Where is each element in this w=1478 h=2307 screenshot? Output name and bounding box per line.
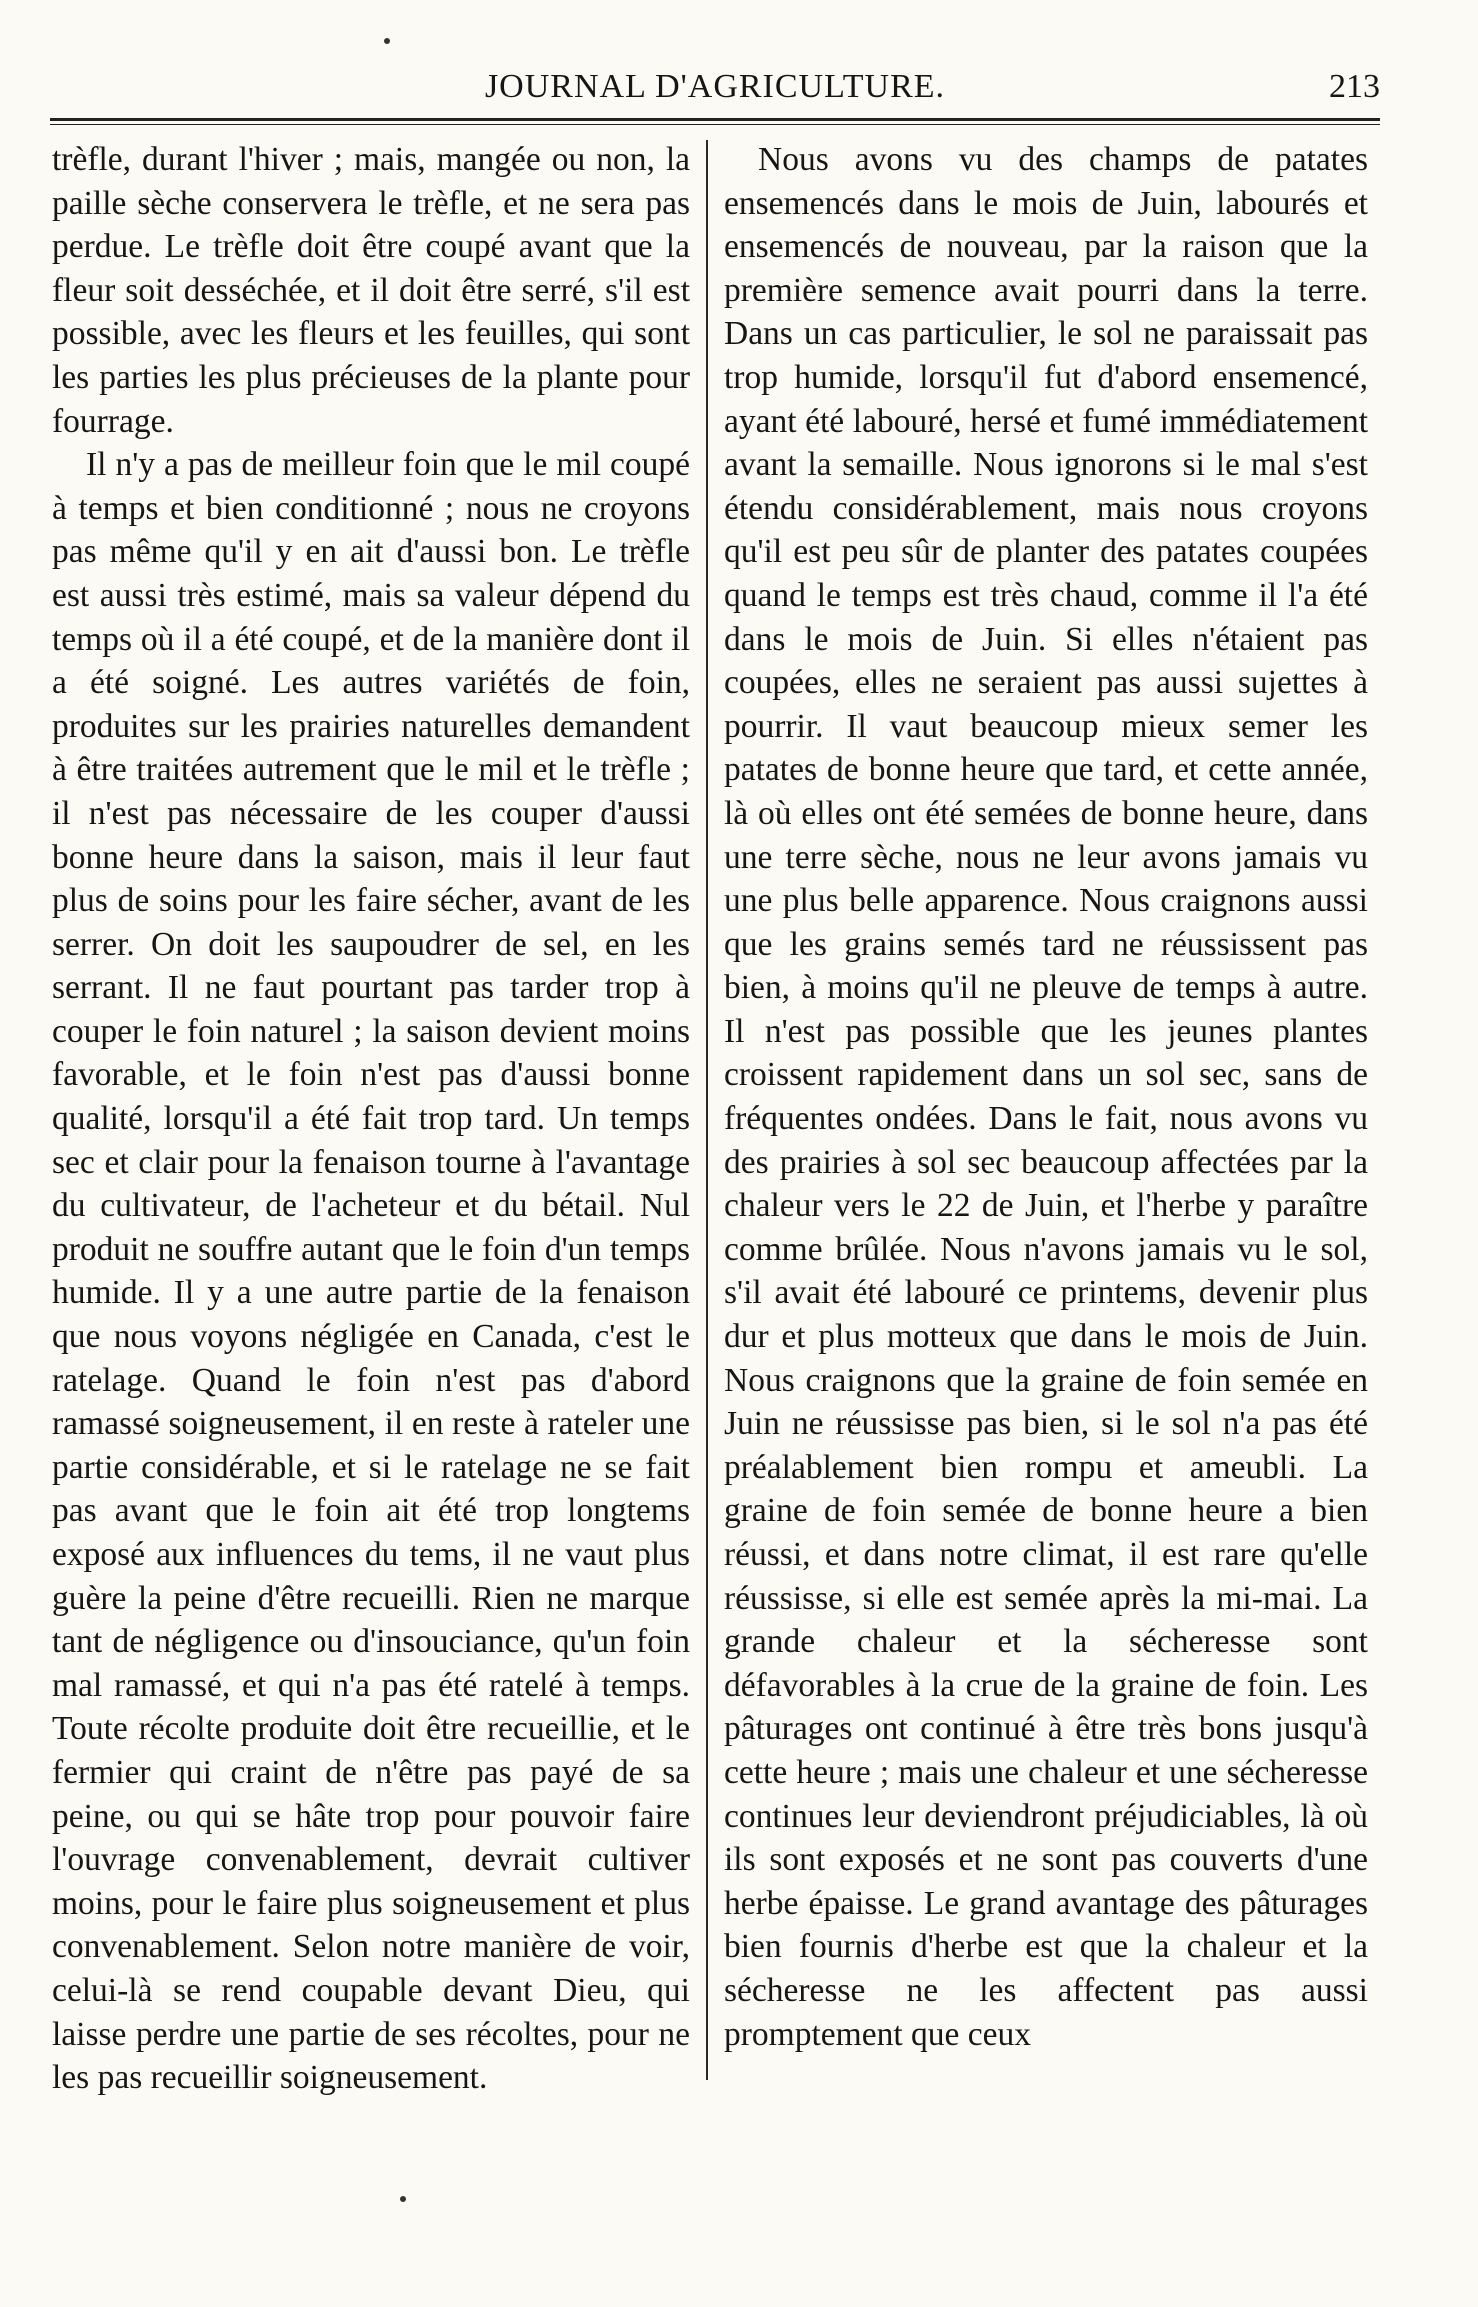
page-number: 213	[1329, 68, 1380, 105]
right-paragraph-1: Nous avons vu des champs de patates ensemencés dans le mois de Juin, labourés et ensemencés de nouveau, par la raison que la première semence avait pourri dans la terre. Dans un cas particulier, le sol ne paraissait pas trop humide, lorsqu'il fut d'abord ensemencé, ayant été labouré, hersé et fumé immédiatement avant la semaille. Nous ignorons si le mal s'est étendu considérablement, mais nous croyons qu'il est peu sûr de planter des patates coupées quand le temps est très chaud, comme il l'a été dans le mois de Juin. Si elles n'étaient pas coupées, elles ne seraient pas aussi sujettes à pourrir. Il vaut beaucoup mieux semer les patates de bonne heure que tard, et cette année, là où elles ont été semées de bonne heure, dans une terre sèche, nous ne leur avons jamais vu une plus belle apparence. Nous craignons aussi que les grains semés tard ne réussissent pas bien, à moins qu'il ne pleuve de temps à autre. Il n'est pas possible que les jeunes plantes croissent rapidement dans un sol sec, sans de fréquentes ondées. Dans le fait, nous avons vu des prairies à sol sec beaucoup affectées par la chaleur vers le 22 de Juin, et l'herbe y paraître comme brûlée. Nous n'avons jamais vu le sol, s'il avait été labouré ce printems, devenir plus dur et plus motteux que dans le mois de Juin. Nous craignons que la graine de foin semée en Juin ne réussisse pas bien, si le sol n'a pas été préalablement bien rompu et ameubli. La graine de foin semée de bonne heure a bien réussi, et dans notre climat, il est rare qu'elle réussisse, si elle est semée après la mi-mai. La grande chaleur et la sécheresse sont défavorables à la crue de la graine de foin. Les pâturages ont continué à être très bons jusqu'à cette heure ; mais une chaleur et une sécheresse continues leur deviendront préjudiciables, là où ils sont exposés et ne sont pas couverts d'une herbe épaisse. Le grand avantage des pâturages bien fournis d'herbe est que la chaleur et la sécheresse ne les affectent pas aussi promptement que ceux	[724, 141, 1368, 2053]
print-speck	[384, 38, 390, 44]
header-rule-thick	[50, 118, 1380, 121]
left-column	[52, 138, 690, 2100]
header-rule-thin	[50, 124, 1380, 125]
print-speck	[400, 2196, 406, 2202]
left-paragraph-2: Il n'y a pas de meilleur foin que le mil coupé à temps et bien conditionné ; nous ne croyons pas même qu'il y en ait d'aussi bon. Le trèfle est aussi très estimé, mais sa valeur dépend du temps où il a été coupé, et de la manière dont il a été soigné. Les autres variétés de foin, produites sur les prairies naturelles demandent à être traitées autrement que le mil et le trèfle ; il n'est pas nécessaire de les couper d'aussi bonne heure dans la saison, mais il leur faut plus de soins pour les faire sécher, avant de les serrer. On doit les saupoudrer de sel, en les serrant. Il ne faut pourtant pas tarder trop à couper le foin naturel ; la saison devient moins favorable, et le foin n'est pas d'aussi bonne qualité, lorsqu'il a été fait trop tard. Un temps sec et clair pour la fenaison tourne à l'avantage du cultivateur, de l'acheteur et du bétail. Nul produit ne souffre autant que le foin d'un temps humide. Il y a une autre partie de la fenaison que nous voyons négligée en Canada, c'est le ratelage. Quand le foin n'est pas d'abord ramassé soigneusement, il en reste à rateler une partie considérable, et si le ratelage ne se fait pas avant que le foin ait été trop longtems exposé aux influences du tems, il ne vaut plus guère la peine d'être recueilli. Rien ne marque tant de négligence ou d'insouciance, qu'un foin mal ramassé, et qui n'a pas été ratelé à temps. Toute récolte produite doit être recueillie, et le fermier qui craint de n'être pas payé de sa peine, ou qui se hâte trop pour pouvoir faire l'ouvrage convenablement, devrait cultiver moins, pour le faire plus soigneusement et plus convenablement. Selon notre manière de voir, celui-là se rend coupable devant Dieu, qui laisse perdre une partie de ses récoltes, pour ne les pas recueillir soigneusement.	[52, 446, 690, 2097]
right-column	[724, 138, 1368, 2056]
column-divider	[706, 140, 708, 2080]
journal-title: JOURNAL D'AGRICULTURE.	[484, 68, 946, 105]
left-paragraph-1: trèfle, durant l'hiver ; mais, mangée ou non, la paille sèche conservera le trèfle, et ne sera pas perdue. Le trèfle doit être coupé avant que la fleur soit desséchée, et il doit être serré, s'il est possible, avec les fleurs et les feuilles, qui sont les parties les plus précieuses de la plante pour fourrage.	[52, 141, 690, 440]
page-header	[50, 62, 1380, 122]
